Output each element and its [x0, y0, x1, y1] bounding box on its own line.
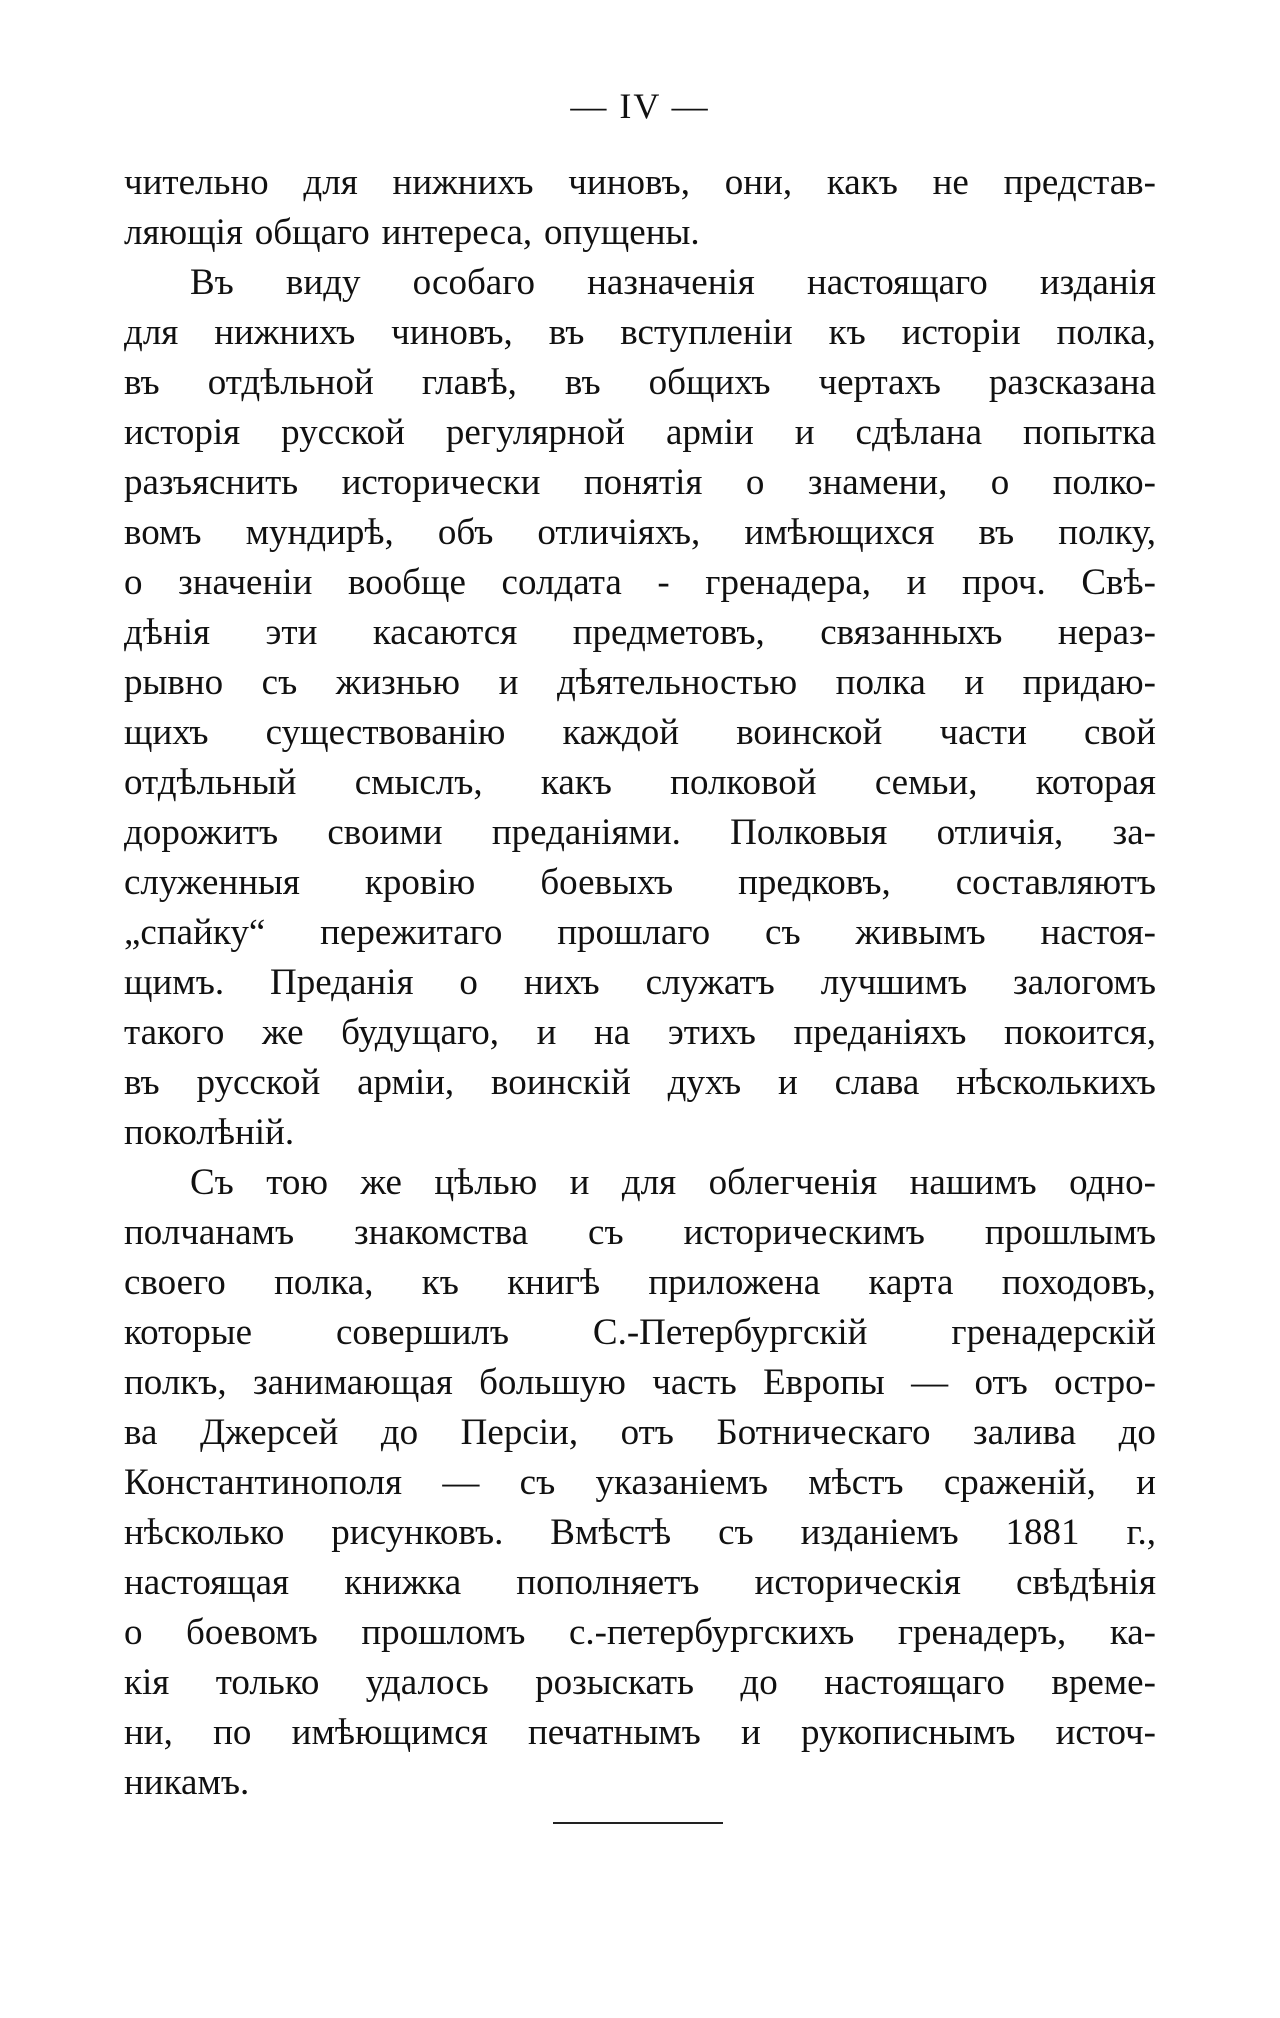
text-line: ва Джерсей до Персіи, отъ Ботническаго залива до: [124, 1412, 1156, 1453]
text-line: поколѣній.: [124, 1112, 295, 1153]
text-line: такого же будущаго, и на этихъ преданіяхъ покоится,: [124, 1012, 1156, 1053]
text-line: щимъ. Преданія о нихъ служатъ лучшимъ залогомъ: [124, 962, 1156, 1003]
text-line: исторія русской регулярной арміи и сдѣлана попытка: [124, 412, 1156, 453]
text-line: которые совершилъ С.-Петербургскій гренадерскій: [124, 1312, 1156, 1353]
text-line: дѣнія эти касаются предметовъ, связанныхъ нераз-: [124, 612, 1156, 653]
text-line: вомъ мундирѣ, объ отличіяхъ, имѣющихся въ полку,: [124, 512, 1156, 553]
text-line: для нижнихъ чиновъ, въ вступленіи къ исторіи полка,: [124, 312, 1156, 353]
text-line: полчанамъ знакомства съ историческимъ прошлымъ: [124, 1212, 1156, 1253]
text-line: настоящая книжка пополняетъ историческія свѣдѣнія: [124, 1562, 1156, 1603]
text-line: щихъ существованію каждой воинской части свой: [124, 712, 1156, 753]
text-line: ни, по имѣющимся печатнымъ и рукописнымъ источ-: [124, 1712, 1156, 1753]
text-line: въ русской арміи, воинскій духъ и слава нѣсколькихъ: [124, 1062, 1156, 1103]
text-line: Съ тою же цѣлью и для облегченія нашимъ одно-: [190, 1162, 1156, 1203]
text-line: въ отдѣльной главѣ, въ общихъ чертахъ разсказана: [124, 362, 1156, 403]
text-line: своего полка, къ книгѣ приложена карта походовъ,: [124, 1262, 1156, 1303]
text-line: о значеніи вообще солдата - гренадера, и проч. Свѣ-: [124, 562, 1156, 603]
text-line: ляющія общаго интереса, опущены.: [124, 212, 700, 253]
text-line: дорожитъ своими преданіями. Полковыя отличія, за-: [124, 812, 1156, 853]
text-line: кія только удалось розыскать до настоящаго време-: [124, 1662, 1156, 1703]
text-line: служенныя кровію боевыхъ предковъ, составляютъ: [124, 862, 1156, 903]
body-text: [124, 158, 1156, 1808]
text-line: рывно съ жизнью и дѣятельностью полка и придаю-: [124, 662, 1156, 703]
text-line: Въ виду особаго назначенія настоящаго изданія: [190, 262, 1156, 303]
text-line: разъяснить исторически понятія о знамени, о полко-: [124, 462, 1156, 503]
text-line: о боевомъ прошломъ с.-петербургскихъ гренадеръ, ка-: [124, 1612, 1156, 1653]
text-line: Константинополя — съ указаніемъ мѣстъ сраженій, и: [124, 1462, 1156, 1503]
text-line: полкъ, занимающая большую часть Европы — отъ остро-: [124, 1362, 1156, 1403]
text-line: никамъ.: [124, 1762, 250, 1803]
section-end-rule: [553, 1822, 723, 1824]
text-line: чительно для нижнихъ чиновъ, они, какъ не представ-: [124, 162, 1156, 203]
text-line: „спайку“ пережитаго прошлаго съ живымъ настоя-: [124, 912, 1156, 953]
text-line: нѣсколько рисунковъ. Вмѣстѣ съ изданіемъ 1881 г.,: [124, 1512, 1156, 1553]
text-line: отдѣльный смыслъ, какъ полковой семьи, которая: [124, 762, 1156, 803]
page-number: — IV —: [570, 86, 710, 126]
